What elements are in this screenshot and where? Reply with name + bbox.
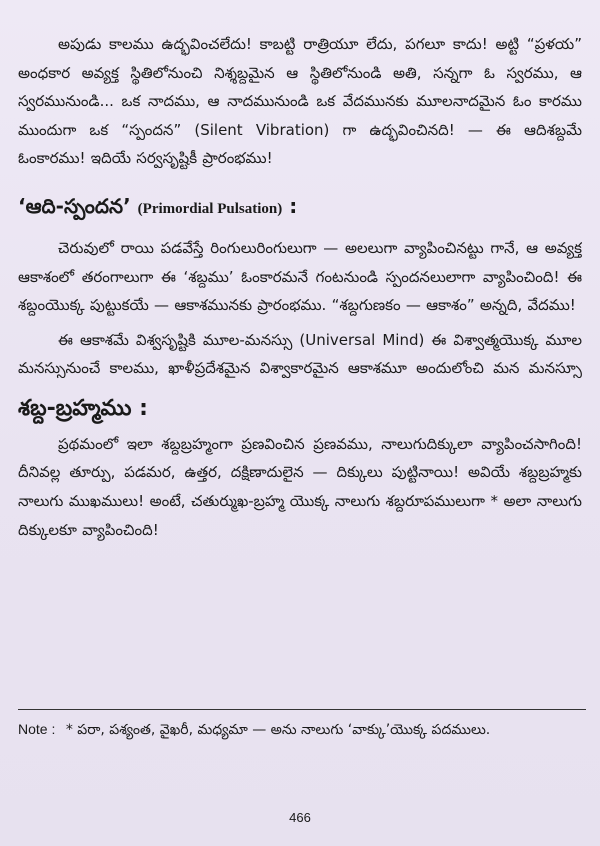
footnote-divider [18, 709, 586, 710]
paragraph-four-directions: ప్రథమంలో ఇలా శబ్దబ్రహ్మంగా ప్రణవించిన ప్రణవము, నాలుగుదిక్కులా వ్యాపించసాగింది! దీనివల్ల తూర్పు, పడమర, ఉత్తర, దక్షిణాదులైన — దిక్కులు పుట్టినాయి! అవియే శబ్దబ్రహ్మకు నాలుగు ముఖములు! అంటే, చతుర్ముఖ-బ్రహ్మ యొక్క నాలుగు శబ్దరూపములుగా * అలా నాలుగు దిక్కులకూ వ్యాపించింది! [18, 434, 582, 539]
heading-shabda-brahma: శబ్ద-బ్రహ్మము : [18, 395, 148, 421]
heading-colon: : [289, 193, 298, 218]
footnote [18, 718, 586, 741]
heading-telugu-title: ‘ఆది-స్పందన’ [18, 193, 131, 218]
heading-primordial-pulsation [18, 191, 582, 224]
footnote-text: * పరా, పశ్యంత, వైఖరీ, మధ్యమా — అను నాలుగు ‘వాక్కు’యొక్క పదములు. [65, 722, 491, 738]
heading-english-subtitle: (Primordial Pulsation) [137, 200, 283, 217]
paragraph-pond-ripples: చెరువులో రాయి పడవేస్తే రింగులురింగులుగా — అలలుగా వ్యాపించినట్టు గానే, ఆ అవ్యక్త ఆకాశంలో తరంగాలుగా ఈ ‘శబ్దము’ ఓంకారమనే గంటనుండి స్పందనలులాగా వ్యాపించింది! ఈ శబ్దంయొక్క పుట్టుకయే — ఆకాశమునకు ప్రారంభము. “శబ్దగుణకం — ఆకాశం” అన్నది, వేదము! [18, 238, 582, 315]
footnote-label: Note : [18, 721, 56, 737]
paragraph-silent-vibration: అపుడు కాలము ఉద్భవించలేదు! కాబట్టి రాత్రియూ లేదు, పగలూ కాదు! అట్టి “ప్రళయ” అంధకార అవ్యక్త స్థితిలోనుంచి నిశ్శబ్దమైన ఆ స్థితిలోనుండి అతి, సన్నగా ఓ స్వరము, ఆ స్వరమునుండి... ఒక నాదము, ఆ నాదమునుండి ఒక వేదమునకు మూలనాదమైన ఓం కారము ముందుగా ఒక “స్పందన” (Silent Vibration) గా ఉద్భవించినది! — ఈ ఆదిశబ్దమే ఓంకారము! ఇదియే సర్వసృష్టికీ ప్రారంభము! [18, 35, 582, 168]
page-number: 466 [289, 810, 311, 825]
paragraph-universal-mind: ఈ ఆకాశమే విశ్వసృష్టికి మూల-మనస్సు (Universal Mind) ఈ విశ్వాత్మయొక్క మూల మనస్సునుంచే కాలము, ఖాళీప్రదేశమైన విశ్వాకారమైన ఆకాశమూ అందులోంచి మన మనస్సూ [18, 330, 582, 378]
page-content [18, 30, 582, 544]
